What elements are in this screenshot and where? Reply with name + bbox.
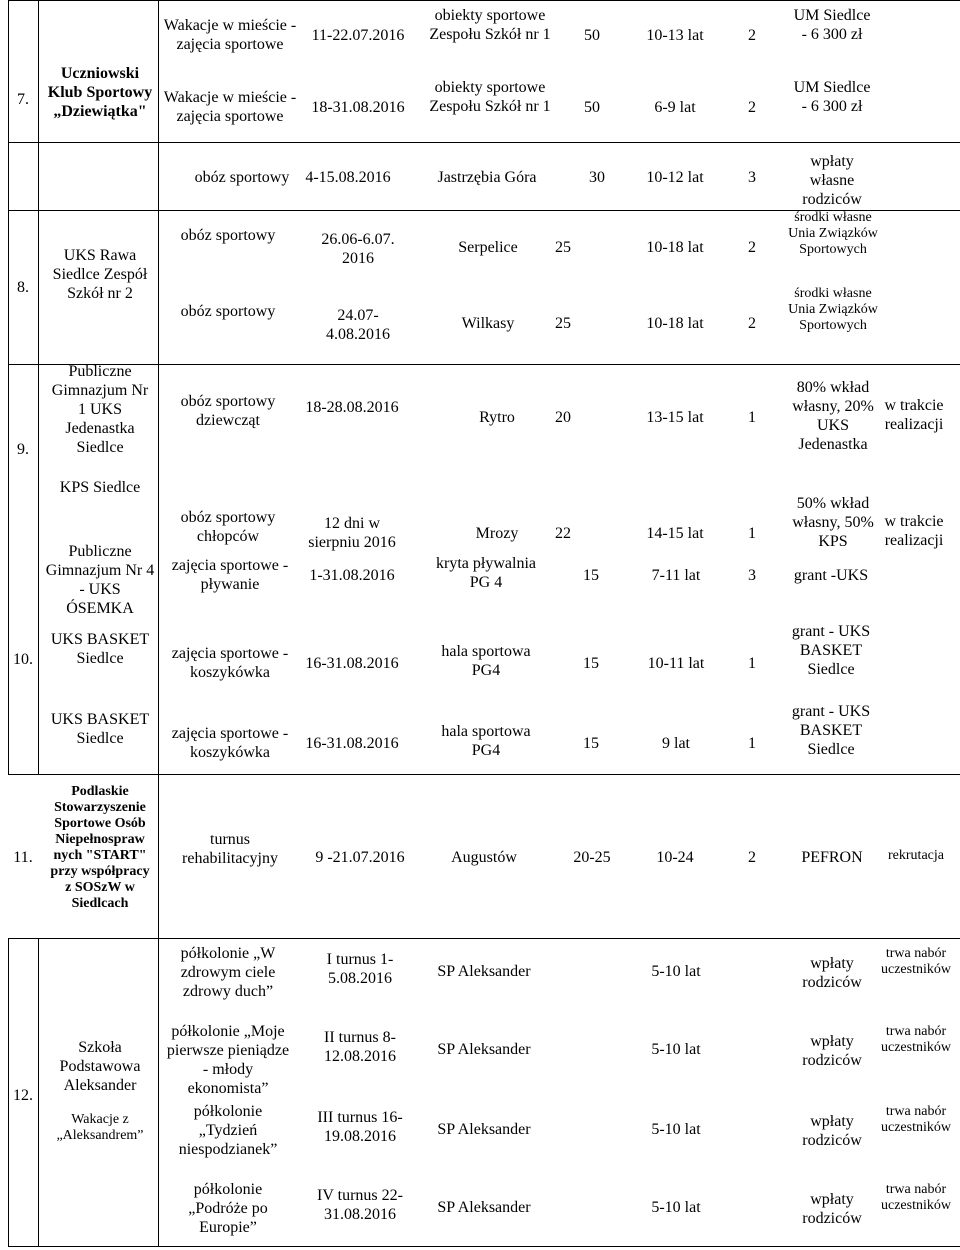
staff-cell: 3: [748, 567, 756, 584]
organizer-line: Podlaskie: [71, 784, 129, 799]
age-cell: 14-15 lat: [646, 525, 704, 542]
staff-cell: 3: [748, 169, 756, 186]
place-cell: obiekty sportowe Zespołu Szkół nr 1: [429, 79, 551, 115]
place-cell: SP Aleksander: [437, 963, 531, 980]
form-cell: półkolonie „Moje pierwsze pieniądze - młody ekonomista”: [166, 1023, 290, 1097]
form-cell: obóz sportowy: [180, 303, 276, 320]
funding-cell: wpłaty rodziców: [802, 1033, 862, 1069]
form-cell: zajęcia sportowe - koszykówka: [171, 645, 289, 681]
organizer-subtitle: Wakacje z „Aleksandrem”: [56, 1112, 144, 1143]
column-border: [8, 938, 9, 1246]
row-border: [8, 364, 960, 365]
term-cell: 18-31.08.2016: [311, 99, 405, 116]
term-cell: 4-15.08.2016: [305, 169, 391, 186]
row-number: 12.: [13, 1087, 33, 1104]
row-number: 8.: [17, 279, 29, 296]
organizer: UKS BASKET Siedlce: [50, 631, 150, 667]
term-cell: 11-22.07.2016: [311, 27, 405, 44]
count-cell: 15: [583, 655, 599, 672]
count-cell: 20: [555, 409, 571, 426]
funding-cell: wpłaty rodziców: [802, 955, 862, 991]
age-cell: 10-12 lat: [646, 169, 704, 186]
count-cell: 30: [589, 169, 605, 186]
remarks-cell: trwa nabór uczestników: [881, 946, 951, 977]
age-cell: 5-10 lat: [651, 1041, 701, 1058]
row-border: [8, 1246, 158, 1247]
form-cell: turnus rehabilitacyjny: [182, 831, 278, 867]
count-cell: 15: [583, 567, 599, 584]
term-cell: IV turnus 22-31.08.2016: [317, 1187, 403, 1223]
place-cell: SP Aleksander: [437, 1041, 531, 1058]
funding-cell: PEFRON: [801, 849, 863, 866]
funding-cell: środki własne Unia Związków Sportowych: [788, 210, 878, 257]
place-cell: Mrozy: [475, 525, 519, 542]
remarks-cell: w trakcie realizacji: [884, 513, 944, 549]
place-cell: Jastrzębia Góra: [437, 169, 537, 186]
row-border: [8, 774, 960, 775]
term-cell: III turnus 16-19.08.2016: [317, 1109, 403, 1145]
row-border: [8, 938, 960, 939]
remarks-cell: rekrutacja: [888, 848, 944, 863]
row-number: 9.: [17, 441, 29, 458]
funding-cell: 80% wkład własny, 20% UKS Jedenastka: [792, 379, 874, 453]
form-cell: Wakacje w mieście - zajęcia sportowe: [163, 17, 297, 53]
form-cell: obóz sportowy dziewcząt: [180, 393, 276, 429]
age-cell: 5-10 lat: [651, 1199, 701, 1216]
remarks-cell: trwa nabór uczestników: [881, 1104, 951, 1135]
column-border: [8, 0, 9, 774]
row-border: [8, 0, 960, 1]
term-cell: 1-31.08.2016: [309, 567, 395, 584]
form-cell: obóz sportowy: [180, 227, 276, 244]
column-border: [38, 938, 39, 1246]
organizer-line: nych "START": [53, 848, 147, 863]
age-cell: 5-10 lat: [651, 963, 701, 980]
term-cell: 24.07- 4.08.2016: [326, 307, 390, 343]
count-cell: 15: [583, 735, 599, 752]
organizer-line: Sportowe Osób: [54, 816, 146, 831]
organizer-line: Niepełnospraw: [55, 832, 145, 847]
place-cell: kryta pływalnia PG 4: [436, 555, 536, 591]
organizer: UKS BASKET Siedlce: [50, 711, 150, 747]
funding-cell: środki własne Unia Związków Sportowych: [788, 286, 878, 333]
funding-cell: grant -UKS: [793, 567, 869, 584]
column-border: [38, 0, 39, 774]
funding-cell: 50% wkład własny, 50% KPS: [792, 495, 874, 550]
place-cell: hala sportowa PG4: [441, 723, 531, 759]
organizer-line: Siedlcach: [71, 896, 129, 911]
place-cell: Augustów: [451, 849, 517, 866]
funding-cell: wpłaty rodziców: [802, 1191, 862, 1227]
term-cell: 12 dni w sierpniu 2016: [308, 515, 396, 551]
remarks-cell: trwa nabór uczestników: [881, 1024, 951, 1055]
place-cell: obiekty sportowe Zespołu Szkół nr 1: [429, 7, 551, 43]
term-cell: 16-31.08.2016: [305, 655, 399, 672]
staff-cell: 1: [748, 525, 756, 542]
age-cell: 10-18 lat: [646, 315, 704, 332]
term-cell: II turnus 8-12.08.2016: [324, 1029, 396, 1065]
place-cell: hala sportowa PG4: [441, 643, 531, 679]
form-cell: Wakacje w mieście - zajęcia sportowe: [163, 89, 297, 125]
staff-cell: 1: [748, 409, 756, 426]
term-cell: 26.06-6.07. 2016: [321, 231, 395, 267]
row-border: [8, 142, 960, 143]
staff-cell: 2: [748, 27, 756, 44]
age-cell: 13-15 lat: [646, 409, 704, 426]
staff-cell: 2: [748, 315, 756, 332]
row-border: [158, 1246, 960, 1247]
place-cell: SP Aleksander: [437, 1121, 531, 1138]
age-cell: 10-11 lat: [647, 655, 705, 672]
staff-cell: 1: [748, 655, 756, 672]
count-cell: 20-25: [573, 849, 611, 866]
form-cell: zajęcia sportowe - koszykówka: [171, 725, 289, 761]
organizer: [45, 784, 155, 912]
count-cell: 25: [555, 315, 571, 332]
age-cell: 7-11 lat: [651, 567, 701, 584]
organizer: Publiczne Gimnazjum Nr 4 - UKS ÓSEMKA: [45, 543, 155, 617]
place-cell: Wilkasy: [461, 315, 515, 332]
age-cell: 10-13 lat: [646, 27, 704, 44]
form-cell: obóz sportowy: [194, 169, 290, 186]
funding-cell: grant - UKS BASKET Siedlce: [791, 623, 871, 678]
staff-cell: 2: [748, 239, 756, 256]
term-cell: 9 -21.07.2016: [315, 849, 405, 866]
age-cell: 10-18 lat: [646, 239, 704, 256]
form-cell: półkolonie „Tydzień niespodzianek”: [178, 1103, 278, 1158]
staff-cell: 2: [748, 99, 756, 116]
organizer: Uczniowski Klub Sportowy „Dziewiątka": [47, 65, 153, 120]
count-cell: 50: [584, 99, 600, 116]
term-cell: 18-28.08.2016: [305, 399, 399, 416]
age-cell: 6-9 lat: [654, 99, 696, 116]
count-cell: 25: [555, 239, 571, 256]
place-cell: Serpelice: [458, 239, 518, 256]
staff-cell: 1: [748, 735, 756, 752]
age-cell: 9 lat: [662, 735, 690, 752]
funding-cell: grant - UKS BASKET Siedlce: [791, 703, 871, 758]
organizer: Szkoła Podstawowa Aleksander: [59, 1039, 141, 1094]
organizer: UKS Rawa Siedlce Zespół Szkół nr 2: [52, 247, 148, 302]
form-cell: półkolonie „W zdrowym ciele zdrowy duch”: [180, 945, 276, 1000]
term-cell: I turnus 1-5.08.2016: [326, 951, 394, 987]
count-cell: 50: [584, 27, 600, 44]
place-cell: Rytro: [479, 409, 515, 426]
organizer-line: Stowarzyszenie: [54, 800, 146, 815]
count-cell: 22: [555, 525, 571, 542]
funding-cell: UM Siedlce - 6 300 zł: [793, 79, 871, 115]
form-cell: zajęcia sportowe - pływanie: [171, 557, 289, 593]
row-number: 11.: [13, 849, 33, 866]
funding-cell: UM Siedlce - 6 300 zł: [793, 7, 871, 43]
organizer: Publiczne Gimnazjum Nr 1 UKS Jedenastka Siedlce: [51, 363, 149, 456]
organizer-line: przy współpracy: [50, 864, 150, 879]
form-cell: obóz sportowy chłopców: [180, 509, 276, 545]
funding-cell: wpłaty rodziców: [802, 1113, 862, 1149]
row-number: 7.: [17, 91, 29, 108]
remarks-cell: trwa nabór uczestników: [881, 1182, 951, 1213]
organizer-line: z SOSzW w: [65, 880, 135, 895]
organizer: KPS Siedlce: [59, 479, 141, 496]
age-cell: 5-10 lat: [651, 1121, 701, 1138]
funding-cell: wpłaty własne rodziców: [802, 153, 862, 208]
age-cell: 10-24: [656, 849, 694, 866]
staff-cell: 2: [748, 849, 756, 866]
remarks-cell: w trakcie realizacji: [884, 397, 944, 433]
place-cell: SP Aleksander: [437, 1199, 531, 1216]
form-cell: półkolonie „Podróże po Europie”: [188, 1181, 268, 1236]
row-number: 10.: [13, 651, 33, 668]
column-border: [158, 0, 159, 1246]
term-cell: 16-31.08.2016: [305, 735, 399, 752]
